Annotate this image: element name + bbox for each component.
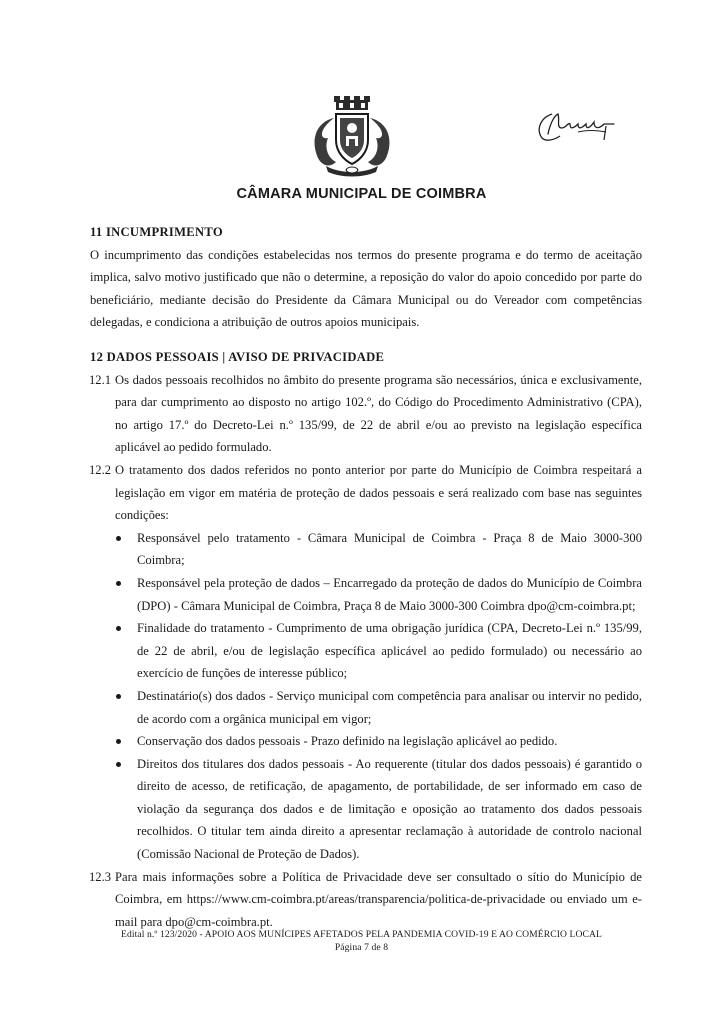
list-item: [90, 730, 642, 753]
list-item: [90, 527, 642, 572]
list-item-text: Finalidade do tratamento - Cumprimento de uma obrigação jurídica (CPA, Decreto-Lei n.º 135/99, de 22 de abril, e/ou de legislação específica aplicável ao pedido formulado) ou necessário ao exercício de funções de interesse público;: [137, 621, 642, 681]
list-item-text: Responsável pela proteção de dados – Encarregado da proteção de dados do Município de Coimbra (DPO) - Câmara Municipal de Coimbra, Praça 8 de Maio 3000-300 Coimbra dpo@cm-coimbra.pt;: [137, 575, 642, 613]
coimbra-coat-of-arms-icon: [306, 96, 398, 180]
bullet-icon: [116, 536, 121, 541]
section-body: O incumprimento das condições estabelecidas nos termos do presente programa e do termo de aceitação implica, salvo motivo justificado que não o determine, a reposição do valor do apoio concedido por parte do beneficiário, mediante decisão do Presidente da Câmara Municipal ou do Vereador com competências delegadas, e condiciona a atribuição de outros apoios municipais.: [90, 247, 642, 330]
list-item-text: Responsável pelo tratamento - Câmara Municipal de Coimbra - Praça 8 de Maio 3000-300 Coimbra;: [137, 530, 642, 568]
clause-12-3: [90, 866, 642, 934]
list-item: [90, 753, 642, 866]
bullet-icon: [116, 626, 121, 631]
bullet-icon: [116, 694, 121, 699]
list-item: [90, 617, 642, 685]
clause-number: 12.2: [89, 462, 112, 477]
page-footer: [0, 928, 723, 954]
clause-text: Os dados pessoais recolhidos no âmbito do presente programa são necessários, única e exclusivamente, para dar cumprimento ao disposto no artigo 102.º, do Código do Procedimento Administrativo (CPA), no artigo 17.º do Decreto-Lei n.º 135/99, de 22 de abril e/ou ao previsto na legislação específica aplicável ao pedido formulado.: [115, 372, 642, 455]
section-heading: 11 INCUMPRIMENTO: [90, 225, 223, 239]
clause-text: Para mais informações sobre a Política de Privacidade deve ser consultado o sítio do Município de Coimbra, em https://www.cm-coimbra.pt/areas/transparencia/politica-de-privacidade ou enviado um e-mail para dpo@cm-coimbra.pt.: [115, 869, 642, 929]
handwritten-signature-icon: [534, 108, 620, 144]
clause-text: O tratamento dos dados referidos no ponto anterior por parte do Município de Coimbra respeitará a legislação em vigor em matéria de proteção de dados pessoais e será realizado com base nas seguintes condições:: [115, 462, 642, 523]
clause-12-2: [90, 459, 642, 527]
list-item-text: Conservação dos dados pessoais - Prazo definido na legislação aplicável ao pedido.: [137, 734, 558, 749]
conditions-list: [90, 527, 642, 866]
section-dados-pessoais: [90, 346, 642, 933]
list-item: [90, 572, 642, 617]
list-item: [90, 685, 642, 730]
section-heading: 12 DADOS PESSOAIS | AVISO DE PRIVACIDADE: [90, 350, 385, 364]
clause-12-1: [90, 369, 642, 459]
page-number: Página 7 de 8: [334, 942, 389, 953]
bullet-icon: [116, 762, 121, 767]
clause-number: 12.1: [89, 372, 112, 387]
list-item-text: Direitos dos titulares dos dados pessoais - Ao requerente (titular dos dados pessoais) é garantido o direito de acesso, de retificação, de apagamento, de portabilidade, de ser informado em caso de violação da segurança dos dados e de limitação e oposição ao tratamento dos dados pessoais recolhidos. O titular tem ainda direito a apresentar reclamação à autoridade de controlo nacional (Comissão Nacional de Proteção de Dados).: [137, 756, 642, 862]
edital-reference: Edital n.º 123/2020 - APOIO AOS MUNÍCIPES AFETADOS PELA PANDEMIA COVID-19 E AO COMÉRCIO LOCAL: [120, 929, 602, 940]
bullet-icon: [116, 739, 121, 744]
section-incumprimento: [90, 221, 642, 334]
institution-name: CÂMARA MUNICIPAL DE COIMBRA: [236, 186, 487, 202]
list-item-text: Destinatário(s) dos dados - Serviço municipal com competência para analisar ou intervir no pedido, de acordo com a orgânica municipal em vigor;: [137, 688, 642, 726]
bullet-icon: [116, 581, 121, 586]
clause-number: 12.3: [89, 869, 112, 884]
